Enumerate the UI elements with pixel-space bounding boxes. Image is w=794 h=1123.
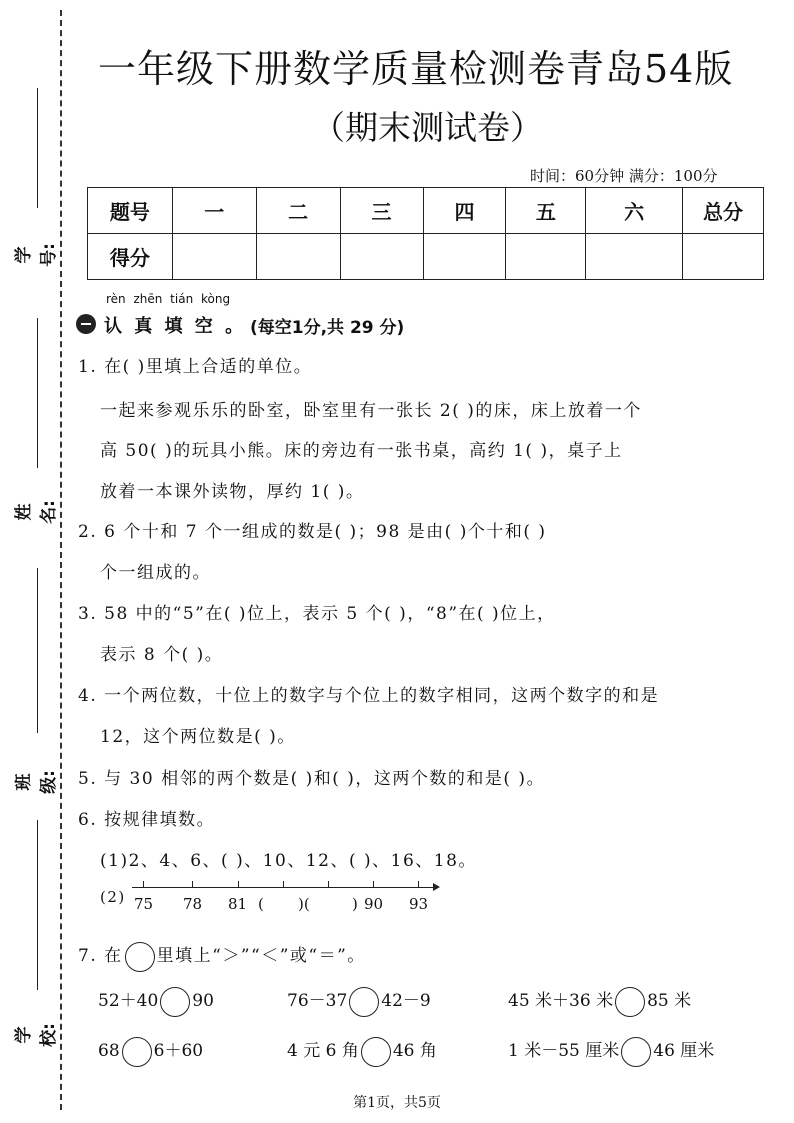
comparison-item xyxy=(287,986,431,1017)
score-cell[interactable] xyxy=(172,234,256,280)
page-title: 一年级下册数学质量检测卷青岛54版 xyxy=(98,47,734,91)
comparison-item xyxy=(98,986,214,1017)
comparison-left: 68 xyxy=(98,1041,120,1061)
score-table-score-row xyxy=(88,234,764,280)
score-header-cell: 一 xyxy=(172,188,256,234)
compare-circle xyxy=(125,942,155,972)
q3-line: 表示 8 个( )。 xyxy=(100,645,224,665)
comparison-item xyxy=(98,1036,203,1067)
page-footer: 第1页，共5页 xyxy=(353,1095,441,1111)
number-line-tick xyxy=(283,881,284,887)
number-line-tick xyxy=(328,881,329,887)
time-info: 时间：60分钟 满分：100分 xyxy=(530,167,718,185)
score-header-cell: 三 xyxy=(340,188,423,234)
comparison-right: 85 米 xyxy=(647,991,692,1011)
school-field[interactable] xyxy=(37,820,38,990)
score-row-label: 得分 xyxy=(88,234,173,280)
compare-circle[interactable] xyxy=(361,1037,391,1067)
number-line-label: )( xyxy=(298,895,310,913)
comparison-item xyxy=(508,986,691,1017)
student-id-label: 学号: xyxy=(14,243,59,267)
number-line-label: 93 xyxy=(409,895,429,913)
compare-circle[interactable] xyxy=(349,987,379,1017)
number-line-tick xyxy=(143,881,144,887)
comparison-item xyxy=(287,1036,437,1067)
comparison-right: 46 厘米 xyxy=(653,1041,715,1061)
comparison-right: 46 角 xyxy=(392,1041,437,1061)
q2-line: 个一组成的。 xyxy=(100,563,211,583)
number-line-label: 90 xyxy=(364,895,384,913)
section-title: 认 真 填 空 。 xyxy=(104,316,247,337)
name-field[interactable] xyxy=(37,318,38,468)
score-cell[interactable] xyxy=(506,234,586,280)
comparison-right: 42－9 xyxy=(381,991,431,1011)
score-cell[interactable] xyxy=(586,234,683,280)
q3-line: 3. 58 中的“5”在( )位上，表示 5 个( )，“8”在( )位上， xyxy=(78,604,556,624)
number-line-label: 81 xyxy=(228,895,248,913)
q6-line: 6. 按规律填数。 xyxy=(78,810,216,830)
class-label: 班级: xyxy=(14,770,59,794)
score-header-cell: 五 xyxy=(506,188,586,234)
comparison-left: 1 米－55 厘米 xyxy=(508,1041,620,1061)
q7-line xyxy=(78,941,366,972)
comparison-item xyxy=(508,1036,714,1067)
q2-line: 2. 6 个十和 7 个一组成的数是( )；98 是由( )个十和( ) xyxy=(78,522,547,542)
number-line xyxy=(132,887,438,888)
section-note: (每空1分,共 29 分) xyxy=(250,318,405,338)
number-line-label: ) xyxy=(352,895,358,913)
score-table xyxy=(87,187,764,280)
score-cell[interactable] xyxy=(340,234,423,280)
compare-circle[interactable] xyxy=(615,987,645,1017)
section-one-badge-icon xyxy=(76,314,96,334)
q5-line: 5. 与 30 相邻的两个数是( )和( )，这两个数的和是( )。 xyxy=(78,769,546,789)
number-line-label: 75 xyxy=(134,895,154,913)
q7-suffix: 里填上“＞”“＜”或“＝”。 xyxy=(156,946,366,966)
page-subtitle: （期末测试卷） xyxy=(312,108,543,147)
score-table-header-row xyxy=(88,188,764,234)
class-field[interactable] xyxy=(37,568,38,733)
number-line-label: 78 xyxy=(183,895,203,913)
score-header-cell: 总分 xyxy=(683,188,764,234)
school-label: 学校: xyxy=(14,1023,59,1047)
section-pinyin: rèn zhēn tián kòng xyxy=(106,292,231,306)
number-line-tick xyxy=(192,881,193,887)
comparison-left: 45 米＋36 米 xyxy=(508,991,614,1011)
score-cell[interactable] xyxy=(423,234,506,280)
number-line-label: ( xyxy=(258,895,264,913)
q1-line: 1. 在( )里填上合适的单位。 xyxy=(78,357,313,377)
comparison-left: 76－37 xyxy=(287,991,348,1011)
comparison-left: 52＋40 xyxy=(98,991,159,1011)
compare-circle[interactable] xyxy=(160,987,190,1017)
score-header-cell: 题号 xyxy=(88,188,173,234)
score-header-cell: 六 xyxy=(586,188,683,234)
number-line-tick xyxy=(373,881,374,887)
comparison-left: 4 元 6 角 xyxy=(287,1041,359,1061)
student-id-field[interactable] xyxy=(37,88,38,208)
score-header-cell: 二 xyxy=(256,188,340,234)
score-header-cell: 四 xyxy=(423,188,506,234)
q7-prefix: 7. 在 xyxy=(78,946,123,966)
number-line-tick xyxy=(418,881,419,887)
compare-circle[interactable] xyxy=(122,1037,152,1067)
q1-line: 放着一本课外读物，厚约 1( )。 xyxy=(100,482,365,502)
q1-line: 一起来参观乐乐的卧室，卧室里有一张长 2( )的床，床上放着一个 xyxy=(100,401,642,421)
score-cell[interactable] xyxy=(256,234,340,280)
score-cell[interactable] xyxy=(683,234,764,280)
q4-line: 12，这个两位数是( )。 xyxy=(100,727,296,747)
binding-dashed-line xyxy=(60,10,62,1110)
name-label: 姓名: xyxy=(14,500,59,524)
q6-sub1: (1)2、4、6、( )、10、12、( )、16、18。 xyxy=(100,851,477,871)
number-line-tick xyxy=(238,881,239,887)
compare-circle[interactable] xyxy=(621,1037,651,1067)
q1-line: 高 50( )的玩具小熊。床的旁边有一张书桌，高约 1( )，桌子上 xyxy=(100,441,623,461)
comparison-right: 6＋60 xyxy=(153,1041,204,1061)
comparison-right: 90 xyxy=(192,991,214,1011)
q6-sub2-label: (2) xyxy=(100,888,126,906)
q4-line: 4. 一个两位数，十位上的数字与个位上的数字相同，这两个数字的和是 xyxy=(78,686,660,706)
